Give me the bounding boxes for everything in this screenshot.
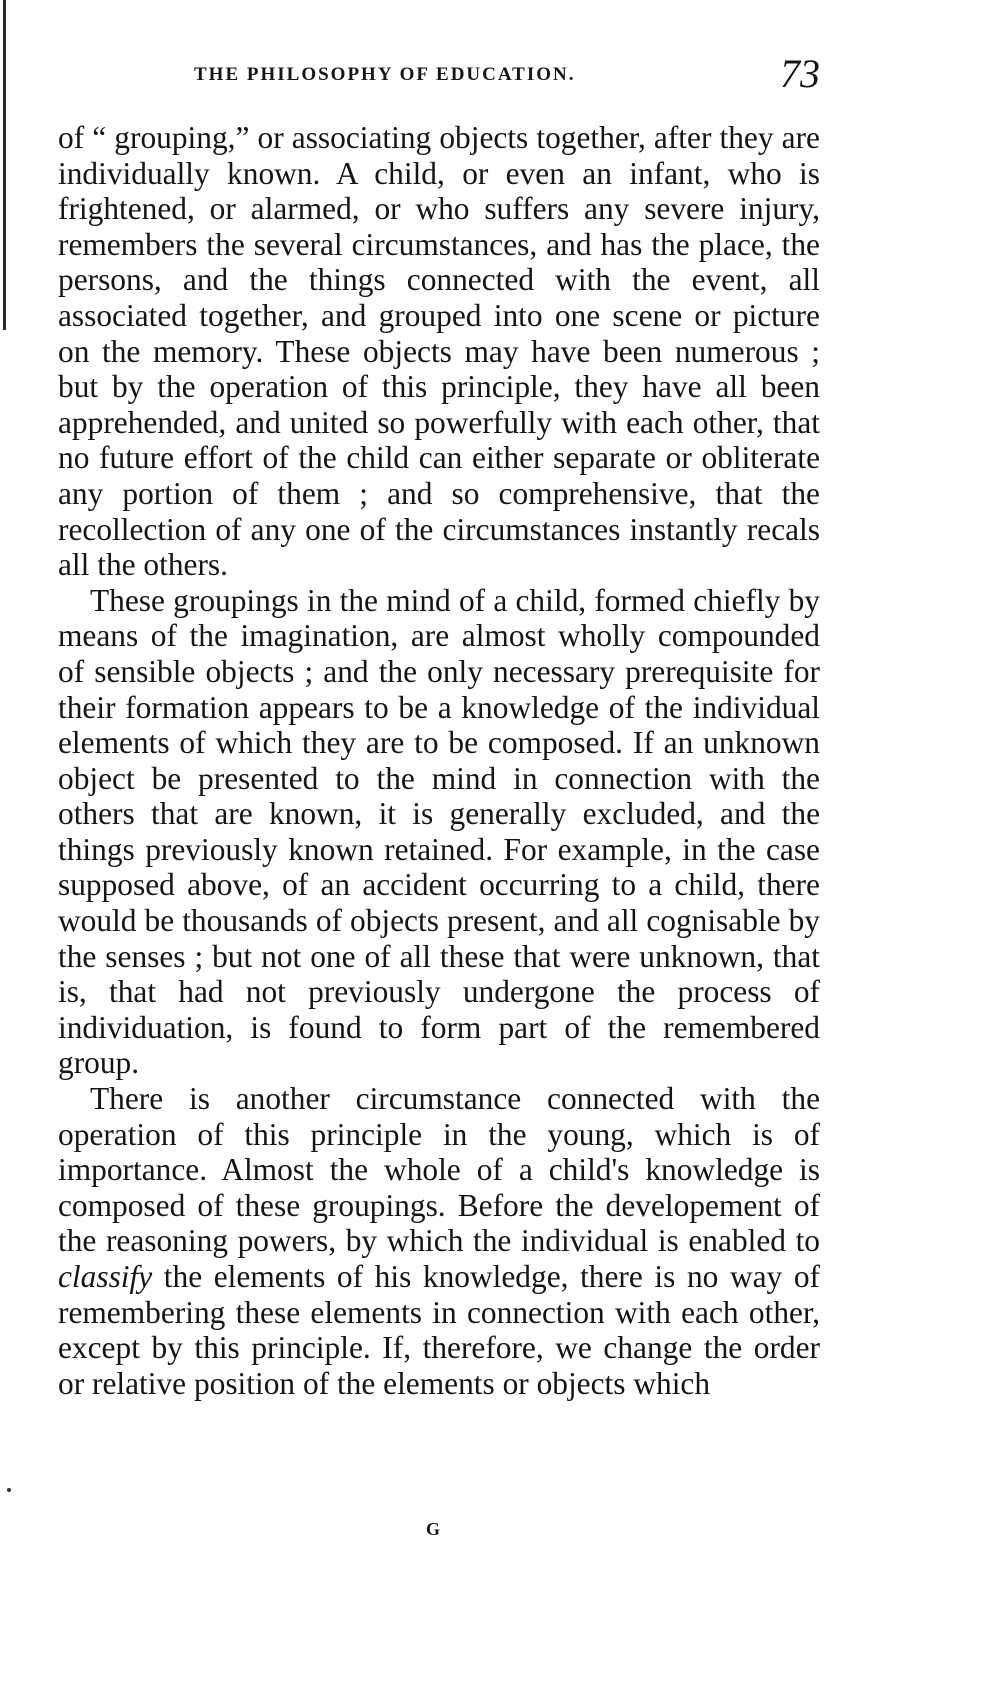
ink-speck — [7, 1488, 11, 1492]
book-page — [58, 0, 820, 1401]
body-text — [58, 120, 820, 1401]
italic-word-classify: classify — [58, 1259, 153, 1294]
running-head: THE PHILOSOPHY OF EDUCATION. — [194, 64, 576, 85]
page-header — [58, 0, 820, 120]
paragraph-3-text-after: the elements of his knowledge, there is no way of remembering these elements in connection with each other, except by this principle. If, therefore, we change the order or relative position of the elements or objects which — [58, 1259, 820, 1401]
paragraph-2: These groupings in the mind of a child, formed chiefly by means of the imagination, are almost wholly compounded of sensible objects ; and the only necessary prerequisite for their formation appears to be a knowledge of the individual elements of which they are to be composed. If an unknown object be presented to the mind in connection with the others that are known, it is generally excluded, and the things previously known retained. For example, in the case supposed above, of an accident occurring to a child, there would be thousands of objects present, and all cognisable by the senses ; but not one of all these that were unknown, that is, that had not previously undergone the process of individuation, is found to form part of the remembered group. — [58, 582, 820, 1081]
page-edge-rule — [3, 0, 6, 330]
paragraph-1: of “ grouping,” or associating objects together, after they are individually known. A child, or even an infant, who is frightened, or alarmed, or who suffers any severe injury, remembers the several circumstances, and has the place, the persons, and the things connected with the event, all associated together, and grouped into one scene or picture on the memory. These objects may have been numerous ; but by the operation of this principle, they have all been apprehended, and united so powerfully with each other, that no future effort of the child can either separate or obliterate any portion of them ; and so comprehensive, that the recollection of any one of the circumstances instantly recals all the others. — [58, 120, 820, 583]
paragraph-3-text-before: There is another circumstance connected with the operation of this principle in the young, which is of importance. Almost the whole of a child's knowledge is composed of these groupings. Before the developement of the reasoning powers, by which the individual is enabled to — [58, 1081, 820, 1259]
page-number: 73 — [780, 51, 820, 96]
paragraph-3 — [58, 1081, 820, 1401]
signature-mark: G — [426, 1519, 441, 1539]
